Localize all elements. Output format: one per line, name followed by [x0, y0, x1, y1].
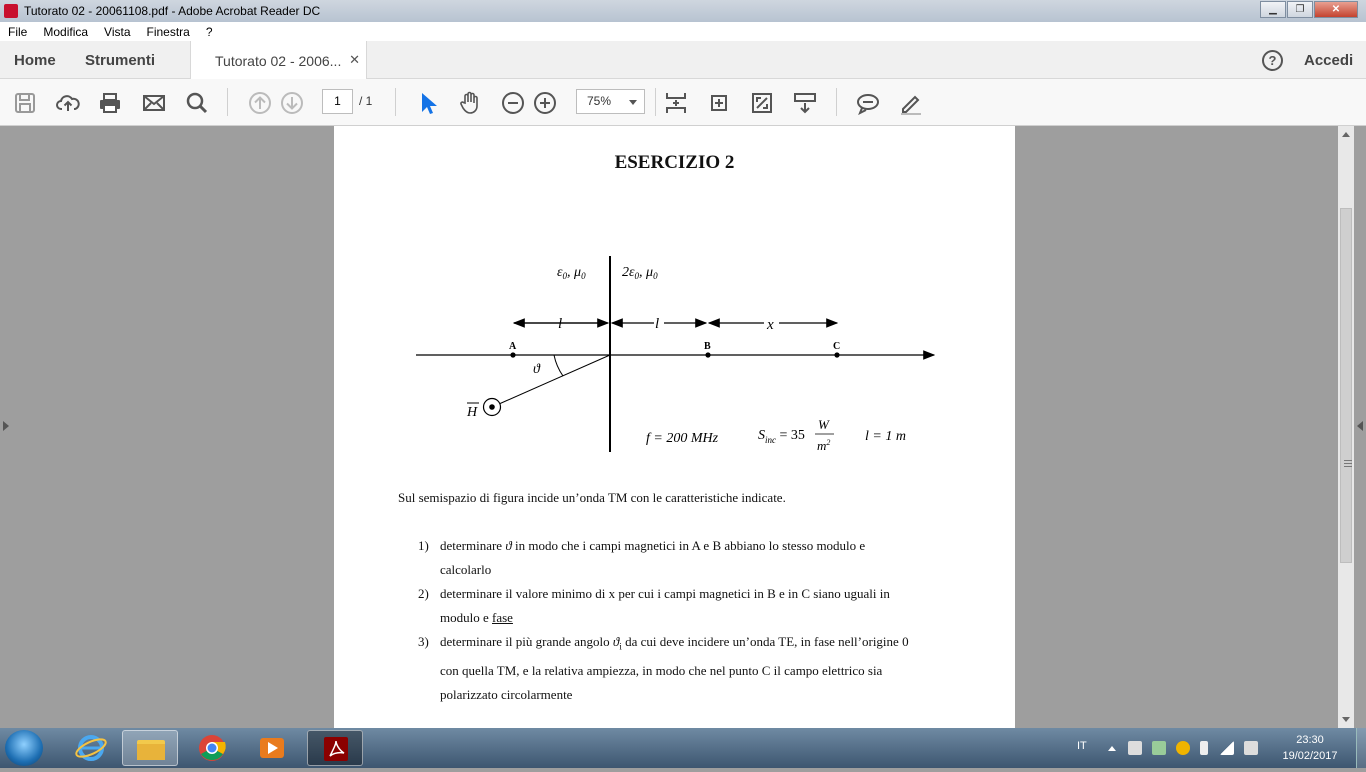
- document-tab-label: Tutorato 02 - 2006...: [215, 53, 342, 69]
- question-line: determinare il più grande angolo $ϑ_i$ da cui deve incidere un’onda TE, in fase nell’origine 0: [440, 634, 909, 652]
- scroll-thumb[interactable]: [1340, 208, 1352, 563]
- system-tray: [1074, 728, 1366, 768]
- action-center-icon[interactable]: [1128, 741, 1142, 755]
- grip-icon: [1344, 460, 1352, 467]
- tab-bar: [0, 41, 1366, 79]
- question-item: [418, 534, 958, 582]
- point-c-label: C: [833, 341, 841, 352]
- media-player-icon: [244, 730, 300, 766]
- unit-numerator: W: [818, 417, 829, 432]
- explorer-taskbar-button[interactable]: [122, 730, 178, 766]
- incident-power-label: $S_{inc} = 35$: [758, 428, 805, 445]
- zoom-out-icon[interactable]: [501, 91, 525, 115]
- toolbar-separator: [655, 88, 656, 116]
- select-tool-icon[interactable]: [416, 91, 440, 115]
- network-sync-icon[interactable]: [1152, 741, 1166, 755]
- length-label: l = 1 m: [865, 429, 906, 444]
- menu-vista[interactable]: Vista: [104, 24, 131, 39]
- folder-icon: [123, 731, 179, 767]
- acrobat-app-icon: [4, 4, 18, 18]
- print-icon[interactable]: [98, 91, 122, 115]
- tab-home[interactable]: Home: [14, 52, 56, 69]
- window-controls: [1259, 1, 1358, 18]
- upload-icon[interactable]: [56, 91, 80, 115]
- question-number: 1): [418, 538, 429, 553]
- exercise-title: ESERCIZIO 2: [614, 152, 735, 173]
- email-icon[interactable]: [142, 91, 166, 115]
- question-line: con quella TM, e la relativa ampiezza, in modo che nel punto C il campo elettrico sia: [440, 662, 883, 678]
- unit-denominator: $m^2$: [817, 438, 831, 453]
- start-button[interactable]: [5, 730, 43, 766]
- dim-x-label: x: [767, 317, 774, 333]
- angle-arc: [554, 355, 563, 376]
- tab-strumenti[interactable]: Strumenti: [85, 52, 156, 69]
- question-item: [418, 630, 958, 707]
- taskbar: [0, 728, 1366, 768]
- point-b-dot: [705, 352, 710, 357]
- page-fit-icon[interactable]: [664, 91, 688, 115]
- question-line: determinare ϑ in modo che i campi magnetici in A e B abbiano lo stesso modulo e: [440, 538, 866, 553]
- volume-icon[interactable]: [1244, 741, 1258, 755]
- scroll-down-icon[interactable]: [1342, 717, 1350, 722]
- acrobat-icon: [308, 731, 364, 767]
- point-a-dot: [510, 352, 515, 357]
- dim-l2-label: l: [655, 316, 660, 332]
- question-number: 2): [418, 586, 429, 601]
- window-title: Tutorato 02 - 20061108.pdf - Adobe Acrobat Reader DC: [24, 4, 321, 18]
- page-total: / 1: [359, 94, 373, 108]
- question-line: determinare il valore minimo di x per cui i campi magnetici in B e in C siano uguali in: [440, 586, 890, 601]
- fullscreen-icon[interactable]: [750, 91, 774, 115]
- problem-intro: Sul semispazio di figura incide un’onda TM con le caratteristiche indicate.: [398, 490, 786, 505]
- toolbar-separator: [227, 88, 228, 116]
- toolbar: [0, 79, 1366, 126]
- ie-taskbar-button[interactable]: [64, 730, 120, 766]
- medium-left-label: $\varepsilon_0$, $\mu_0$: [557, 265, 586, 281]
- hand-tool-icon[interactable]: [458, 91, 482, 115]
- ie-icon: [64, 730, 120, 766]
- question-line: modulo e fase: [440, 610, 513, 625]
- point-c-dot: [834, 352, 839, 357]
- chrome-taskbar-button[interactable]: [184, 730, 240, 766]
- tab-document[interactable]: [190, 41, 367, 79]
- point-a-label: A: [509, 341, 517, 352]
- page-down-icon[interactable]: [280, 91, 304, 115]
- question-number: 3): [418, 634, 429, 649]
- signin-button[interactable]: Accedi: [1304, 52, 1354, 69]
- pdf-page: [334, 126, 1015, 728]
- help-icon[interactable]: ?: [1262, 50, 1283, 71]
- menu-finestra[interactable]: Finestra: [146, 24, 190, 39]
- show-desktop-button[interactable]: [1356, 728, 1366, 768]
- chevron-down-icon: [629, 100, 637, 105]
- scroll-mode-icon[interactable]: [793, 91, 817, 115]
- physics-diagram: [334, 226, 1015, 566]
- question-line: polarizzato circolarmente: [440, 686, 573, 702]
- close-window-button[interactable]: ✕: [1314, 1, 1358, 18]
- notification-icon[interactable]: [1176, 741, 1190, 755]
- comment-icon[interactable]: [856, 91, 880, 115]
- zoom-select[interactable]: [576, 89, 645, 114]
- rotate-icon[interactable]: [707, 91, 731, 115]
- point-b-label: B: [704, 341, 711, 352]
- right-panel-toggle-icon[interactable]: [1357, 421, 1363, 431]
- toolbar-separator: [395, 88, 396, 116]
- field-label: H: [467, 405, 478, 420]
- left-panel-toggle-icon[interactable]: [3, 421, 9, 431]
- vertical-scrollbar[interactable]: [1338, 126, 1354, 728]
- page-number-input[interactable]: 1: [322, 89, 353, 114]
- toolbar-separator: [836, 88, 837, 116]
- scroll-up-icon[interactable]: [1342, 132, 1350, 137]
- question-line: calcolarlo: [440, 562, 492, 577]
- angle-label: ϑ: [533, 362, 540, 377]
- minimize-button[interactable]: ▁: [1260, 1, 1286, 18]
- clock-date[interactable]: 19/02/2017: [1282, 750, 1338, 762]
- highlight-icon[interactable]: [899, 91, 923, 115]
- question-item: [418, 582, 958, 630]
- zoom-in-icon[interactable]: [533, 91, 557, 115]
- save-icon[interactable]: [13, 91, 37, 115]
- page-up-icon[interactable]: [248, 91, 272, 115]
- clock-time[interactable]: 23:30: [1296, 734, 1324, 746]
- acrobat-taskbar-button[interactable]: [307, 730, 363, 766]
- medium-right-label: $2\varepsilon_0$, $\mu_0$: [622, 265, 658, 281]
- signal-icon[interactable]: [1220, 741, 1234, 755]
- zoom-value: 75%: [587, 94, 612, 108]
- maximize-button[interactable]: ❐: [1287, 1, 1313, 18]
- media-player-taskbar-button[interactable]: [244, 730, 300, 766]
- tray-expand-icon[interactable]: [1108, 746, 1116, 751]
- menu-modifica[interactable]: Modifica: [43, 24, 89, 39]
- dim-l1-label: l: [558, 316, 563, 332]
- frequency-label: f = 200 MHz: [646, 431, 719, 446]
- battery-icon[interactable]: [1200, 741, 1208, 755]
- menu-help[interactable]: ?: [205, 24, 213, 39]
- search-icon[interactable]: [185, 91, 209, 115]
- document-viewer: [0, 126, 1366, 728]
- incident-ray: [499, 355, 610, 404]
- menu-bar: [0, 22, 1366, 41]
- close-tab-icon[interactable]: ✕: [349, 52, 360, 67]
- language-indicator[interactable]: IT: [1077, 740, 1087, 752]
- menu-file[interactable]: File: [8, 24, 28, 39]
- chrome-icon: [184, 730, 240, 766]
- field-dot: [489, 404, 495, 410]
- window-titlebar: [0, 0, 1366, 22]
- question-list: [418, 534, 958, 707]
